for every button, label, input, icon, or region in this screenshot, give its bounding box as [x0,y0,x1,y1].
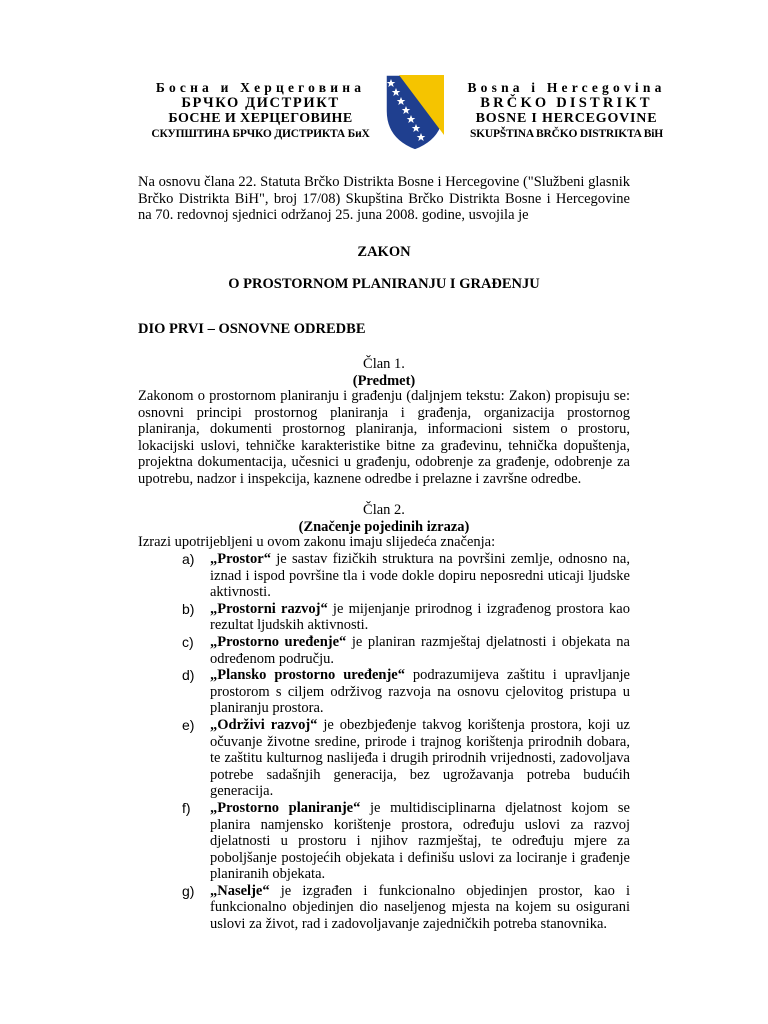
definition-text: je izgrađen i funkcionalno objedinjen prostor, kao i funkcionalno objedinjen dio naseljenog mjesta na kojem su osigurani uslovi za život, rad i zadovoljavanje zajedničkih potreba stanovnika. [210,882,630,933]
definition-term: „Prostorno uređenje“ [210,633,347,650]
list-marker: c) [182,633,194,650]
definition-text: je mijenjanje prirodnog i izgrađenog prostora kao rezultat ljudskih aktivnosti. [210,600,630,634]
article-2-heading [138,502,630,535]
list-marker: a) [182,551,195,567]
definition-text: je sastav fizičkih struktura na površini zemlje, odnosno na, iznad i ispod površine tla i vode dokle dopiru neposredni uticaji ljudske aktivnosti. [210,551,630,601]
list-marker: e) [182,716,195,733]
definition-term: „Plansko prostorno uređenje“ [210,667,405,684]
definitions-list [182,551,630,933]
list-marker: b) [182,600,195,617]
definition-text: je obezbjeđenje takvog korištenja prostora, koji uz očuvanje životne sredine, prirode i trajnog korištenja prirodnih dobara, te zaštitu kulturnog naslijeđa i drugih prirodnih vrijednosti, zadovoljava potrebe sadašnjih generacija, bez ugrožavanja potreba budućih generacija. [210,716,630,800]
article-1-text: Zakonom o prostornom planiranju i građenju (daljnjem tekstu: Zakon) propisuju se: osnovni principi prostornog planiranja i građenja, organizacija prostornog planiranja, dokumenti prostornog planiranja, informacioni sistem o prostoru, lokacijski uslovi, tehničke karakteristike bitne za građevinu, tehnička dopuštenja, projektna dokumentacija, učesnici u građenju, odobrenje za građenje, odobrenje za upotrebu, nadzor i inspekcija, kaznene odredbe i prelazne i završne odredbe. [138,388,630,487]
list-item [182,800,630,883]
header-district-cyrillic: БРЧКО ДИСТРИКТ [181,94,340,111]
header-country-latin: Bosna i Hercegovina [467,80,666,95]
definition-text: je multidisciplinarna djelatnost kojom se planira namjensko korištenje prostora, određuju uslovi za razvoj djelatnosti u prostoru i njihov razmještaj, te određuju mjere za poboljšanje postojećih objekata i definišu uslovi za lociranje i građenje planiranih objekata. [210,799,630,883]
list-item [182,667,630,717]
article-2-number: Član 2. [363,502,405,518]
definition-term: „Prostorni razvoj“ [210,600,328,617]
coat-of-arms-icon [385,73,445,151]
definition-term: „Naselje“ [210,882,270,899]
definition-text: je planiran razmještaj djelatnosti i objekata na određenom području. [210,633,630,667]
header-assembly-cyrillic: СКУПШТИНА БРЧКО ДИСТРИКТА БиХ [151,127,370,140]
list-item [182,551,630,601]
list-item [182,883,630,933]
article-1-subject: (Predmet) [352,372,416,389]
intro-paragraph: Na osnovu člana 22. Statuta Brčko Distrikta Bosne i Hercegovine ("Službeni glasnik Brčko Distrikta BiH", broj 17/08) Skupština Brčko Distrikta Bosne i Hercegovine na 70. redovnoj sjednici održanoj 25. juna 2008. godine, usvojila je [138,174,630,224]
article-2-subject: (Značenje pojedinih izraza) [298,518,470,535]
list-item [182,601,630,634]
header-latin [444,80,689,142]
header-country-cyrillic: Босна и Херцеговина [155,80,366,95]
definition-term: „Prostorno planiranje“ [210,799,361,816]
part-heading: DIO PRVI – OSNOVNE ODREDBE [138,321,366,337]
list-item [182,717,630,800]
list-marker: g) [182,882,195,899]
article-1-heading [138,356,630,389]
law-heading: ZAKON [357,244,411,260]
header-district-latin: BRČKO DISTRIKT [480,94,653,111]
list-item [182,634,630,667]
definition-term: „Održivi razvoj“ [210,716,318,733]
header-cyrillic [128,80,393,142]
header-state-cyrillic: БОСНЕ И ХЕРЦЕГОВИНЕ [168,111,353,126]
article-1-number: Član 1. [363,356,405,372]
law-title: O PROSTORNOM PLANIRANJU I GRAĐENJU [228,276,540,292]
document-header [0,80,768,150]
list-marker: f) [182,799,191,816]
header-assembly-latin: SKUPŠTINA BRČKO DISTRIKTA BiH [469,127,664,140]
article-2-lead: Izrazi upotrijebljeni u ovom zakonu imaju slijedeća značenja: [138,534,496,550]
definition-text: podrazumijeva zaštitu i upravljanje prostorom s ciljem održivog razvoja na osnovu cjelovitog pristupa u planiranju prostora. [210,667,630,717]
header-state-latin: BOSNE I HERCEGOVINE [475,111,658,126]
list-marker: d) [182,667,195,684]
definition-term: „Prostor“ [210,551,271,567]
